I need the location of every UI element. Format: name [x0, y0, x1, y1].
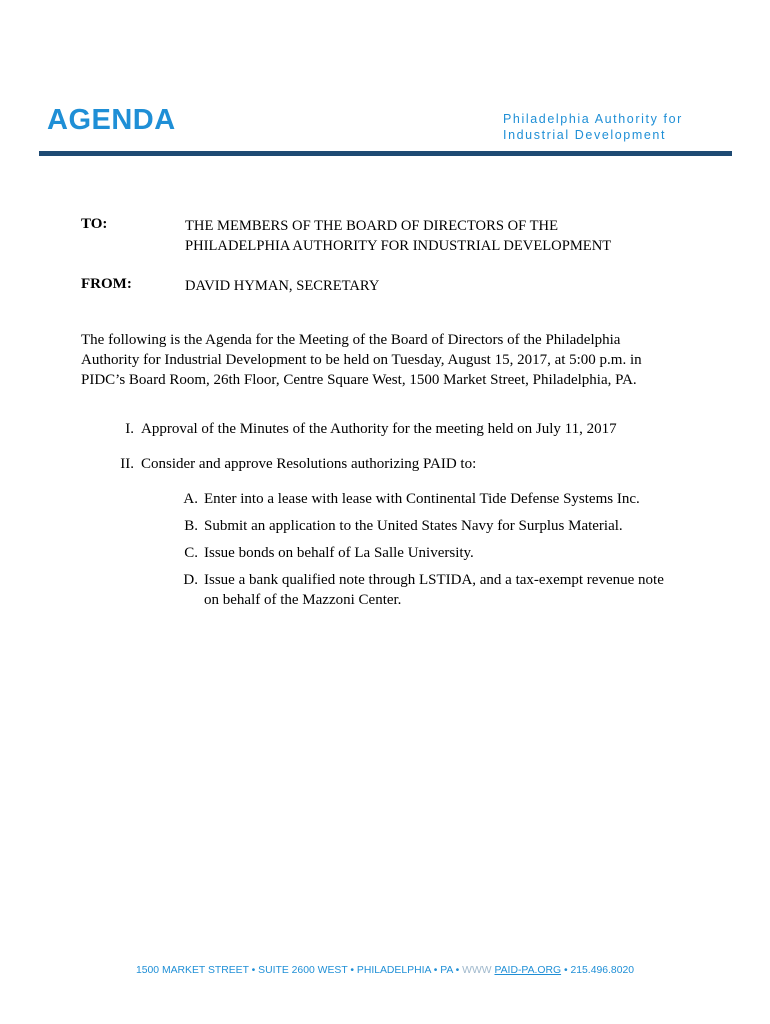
agenda-item-text: Consider and approve Resolutions authorizing PAID to: [141, 456, 477, 472]
agenda-subitem-line: Issue bonds on behalf of La Salle University. [204, 545, 474, 561]
agenda-subitem-line: Enter into a lease with lease with Continental Tide Defense Systems Inc. [204, 491, 640, 507]
agenda-title: AGENDA [47, 104, 176, 136]
agenda-subitem-text [204, 543, 474, 563]
agenda-subitem-text [204, 570, 664, 610]
agenda-item-text: Approval of the Minutes of the Authority for the meeting held on July 11, 2017 [141, 421, 617, 437]
agenda-subitem-letter: D. [183, 572, 198, 588]
footer-phone: • 215.496.8020 [561, 965, 635, 976]
intro-line-3: PIDC’s Board Room, 26th Floor, Centre Square West, 1500 Market Street, Philadelphia, PA. [81, 372, 637, 388]
footer-contact [0, 965, 770, 976]
from-label: FROM: [81, 276, 132, 292]
organization-name-line2: Industrial Development [503, 128, 667, 142]
organization-name [503, 111, 683, 143]
footer-website-link[interactable]: PAID-PA.ORG [494, 965, 562, 976]
intro-line-2: Authority for Industrial Development to be held on Tuesday, August 15, 2017, at 5:00 p.m. in [81, 352, 642, 368]
agenda-subitem-text [204, 489, 640, 509]
intro-paragraph [81, 330, 681, 390]
from-sender: DAVID HYMAN, SECRETARY [185, 278, 380, 294]
footer-www: WWW [462, 965, 495, 976]
intro-line-1: The following is the Agenda for the Meeting of the Board of Directors of the Philadelphia [81, 332, 621, 348]
to-recipients [185, 216, 611, 256]
footer-address: 1500 MARKET STREET • SUITE 2600 WEST • PHILADELPHIA • PA • [135, 965, 463, 976]
to-line-2: PHILADELPHIA AUTHORITY FOR INDUSTRIAL DEVELOPMENT [185, 238, 612, 254]
agenda-subitem-letter: A. [183, 491, 198, 507]
agenda-subitem-line: Issue a bank qualified note through LSTIDA, and a tax-exempt revenue note [204, 572, 664, 588]
agenda-subitem-line: Submit an application to the United States Navy for Surplus Material. [204, 518, 623, 534]
agenda-item-number: I. [125, 421, 134, 437]
organization-name-line1: Philadelphia Authority for [503, 112, 683, 126]
agenda-subitem-letter: C. [184, 545, 198, 561]
to-line-1: THE MEMBERS OF THE BOARD OF DIRECTORS OF THE [185, 218, 559, 234]
header-divider [39, 151, 732, 156]
agenda-subitem-letter: B. [184, 518, 198, 534]
agenda-item-number: II. [120, 456, 134, 472]
agenda-subitem-line: on behalf of the Mazzoni Center. [204, 592, 402, 608]
agenda-subitem-text [204, 516, 623, 536]
to-label: TO: [81, 216, 108, 232]
